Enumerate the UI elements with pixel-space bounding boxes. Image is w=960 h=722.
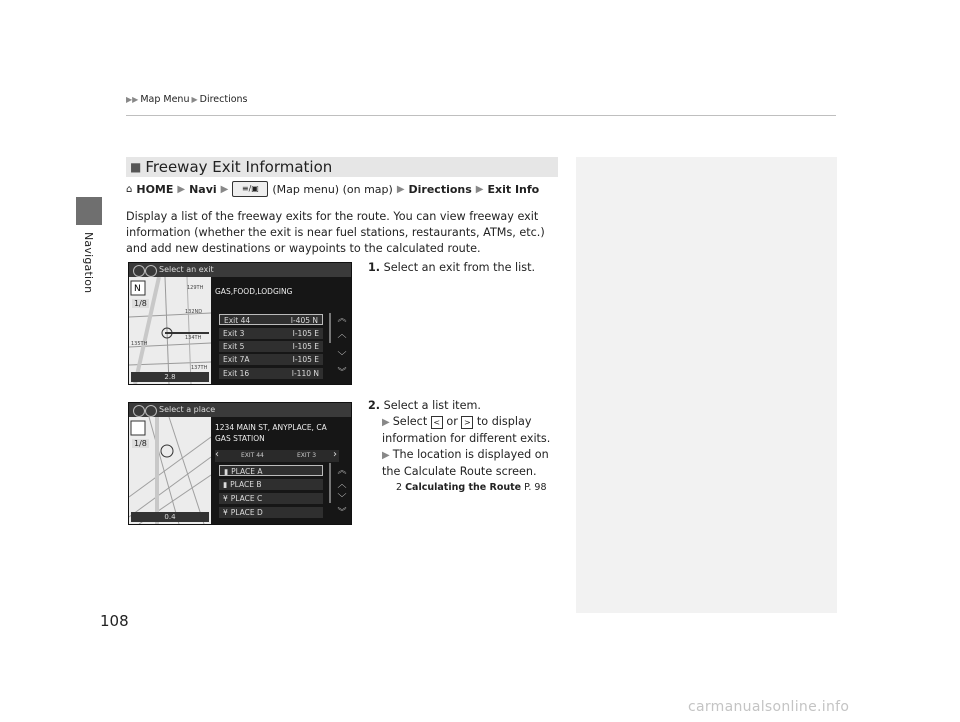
- exit-tab[interactable]: EXIT 44: [241, 452, 264, 459]
- sidebar-notes-area: [576, 157, 837, 613]
- scroll-down-icon[interactable]: ﹀: [337, 494, 347, 504]
- place-list-panel: [211, 417, 351, 524]
- category-label: GAS,FOOD,LODGING: [215, 287, 293, 296]
- path-arrow-icon: ▶: [475, 183, 484, 195]
- page-down-icon[interactable]: ︾: [337, 508, 347, 518]
- map-scale: 1/8: [134, 299, 147, 308]
- step-text: Select a list item.: [383, 399, 481, 412]
- step-2: [368, 398, 560, 496]
- step-text: Select an exit from the list.: [383, 261, 536, 274]
- screen-titlebar: [129, 403, 351, 417]
- map-street-label: 135TH: [131, 341, 148, 347]
- section-heading: [126, 157, 558, 177]
- map-street-label: 129TH: [187, 285, 204, 291]
- address-line: 1234 MAIN ST, ANYPLACE, CA: [215, 423, 327, 432]
- step-2-substep-1: ▶ Select < or > to display information for different exits.: [382, 415, 551, 445]
- food-icon: ¥: [223, 508, 228, 517]
- exit-row[interactable]: Exit 44 I-405 N: [219, 314, 323, 325]
- path-directions: Directions: [408, 182, 472, 196]
- next-icon: >: [461, 416, 473, 429]
- path-arrow-icon: ▶: [220, 183, 229, 195]
- sidebar-label: Navigation: [82, 232, 95, 294]
- home-icon: ⌂: [126, 183, 133, 195]
- food-icon: ¥: [223, 494, 228, 503]
- path-navi: Navi: [189, 182, 217, 196]
- screen-title: Select a place: [159, 405, 216, 414]
- breadcrumb-map-menu[interactable]: Map Menu: [140, 94, 190, 105]
- voice-icon: [133, 265, 145, 277]
- reference-icon: 2: [396, 482, 403, 493]
- exit-tab[interactable]: EXIT 3: [297, 452, 317, 459]
- path-home: HOME: [136, 182, 174, 196]
- breadcrumb-directions[interactable]: Directions: [199, 94, 248, 105]
- place-row[interactable]: ¥ PLACE C: [219, 493, 323, 504]
- section-tab-marker: [76, 197, 102, 225]
- gas-icon: ▮: [223, 480, 228, 489]
- path-arrow-icon: ▶: [396, 183, 405, 195]
- scroll-up-icon[interactable]: ︿: [337, 480, 347, 490]
- distance-value: 2.8: [164, 373, 176, 381]
- exit-row[interactable]: Exit 7A I-105 E: [219, 354, 323, 365]
- intro-paragraph: Display a list of the freeway exits for the route. You can view freeway exit information (whether the exit is near fuel stations, restaurants, ATMs, etc.) and add new destinations or waypoints to the calculated route.: [126, 210, 545, 255]
- scrollbar[interactable]: [329, 463, 331, 503]
- path-arrow-icon: ▶: [177, 183, 186, 195]
- scroll-up-icon[interactable]: ︿: [337, 330, 347, 340]
- distance-value: 0.4: [164, 513, 176, 521]
- gas-icon: ▮: [224, 467, 229, 476]
- step-number: 1.: [368, 261, 381, 274]
- map-street-label: 134TH: [185, 335, 202, 341]
- map-streets: [129, 417, 211, 524]
- map-menu-button-icon: ≡/▣: [232, 181, 268, 197]
- step-2-substep-2: ▶ The location is displayed on the Calculate Route screen.: [382, 448, 549, 478]
- next-exit-icon[interactable]: ›: [333, 449, 337, 460]
- scroll-down-icon[interactable]: ﹀: [337, 352, 347, 362]
- prev-exit-icon[interactable]: ‹: [215, 449, 219, 460]
- step-1: [368, 260, 558, 276]
- menu-path: [126, 181, 539, 197]
- exit-tab-bar: [215, 450, 339, 462]
- path-exit-info: Exit Info: [487, 182, 540, 196]
- path-map-text: (Map menu) (on map): [272, 182, 393, 196]
- section-title: Freeway Exit Information: [145, 158, 333, 176]
- exit-list-panel: [211, 277, 351, 384]
- breadcrumb: [126, 94, 248, 105]
- svg-text:N: N: [134, 284, 141, 294]
- map-street-label: 137TH: [191, 365, 208, 371]
- watermark: carmanualsonline.info: [688, 699, 850, 715]
- xref-page: P. 98: [524, 482, 547, 493]
- back-icon: [145, 405, 157, 417]
- xref-title: Calculating the Route: [405, 482, 522, 493]
- exit-row[interactable]: Exit 16 I-110 N: [219, 368, 323, 379]
- page-up-icon[interactable]: ︽: [337, 314, 347, 324]
- map-scale: 1/8: [134, 439, 147, 448]
- map-thumbnail: [129, 277, 211, 384]
- cross-reference[interactable]: [368, 480, 560, 496]
- scrollbar[interactable]: [329, 313, 331, 343]
- place-row[interactable]: ▮ PLACE A: [219, 465, 323, 476]
- screen-title: Select an exit: [159, 265, 214, 274]
- section-marker-icon: ■: [130, 160, 142, 174]
- page-number: 108: [100, 612, 129, 630]
- map-street-label: 132ND: [185, 309, 203, 315]
- distance-bar: [131, 372, 209, 382]
- voice-icon: [133, 405, 145, 417]
- step-number: 2.: [368, 399, 381, 412]
- category-line: GAS STATION: [215, 434, 265, 443]
- page-down-icon[interactable]: ︾: [337, 368, 347, 378]
- exit-row[interactable]: Exit 5 I-105 E: [219, 341, 323, 352]
- map-thumbnail: [129, 417, 211, 524]
- place-row[interactable]: ¥ PLACE D: [219, 507, 323, 518]
- back-icon: [145, 265, 157, 277]
- breadcrumb-arrow-icon: ▶▶: [126, 95, 139, 104]
- place-row[interactable]: ▮ PLACE B: [219, 479, 323, 490]
- screen-titlebar: [129, 263, 351, 277]
- page-up-icon[interactable]: ︽: [337, 466, 347, 476]
- previous-icon: <: [431, 416, 443, 429]
- breadcrumb-arrow-icon: ▶: [191, 95, 198, 104]
- exit-row[interactable]: Exit 3 I-105 E: [219, 328, 323, 339]
- distance-bar: [131, 512, 209, 522]
- arrow-bullet-icon: ▶: [382, 450, 390, 461]
- screenshot-select-exit: [128, 262, 352, 385]
- arrow-bullet-icon: ▶: [382, 417, 390, 428]
- header-divider: [126, 115, 836, 116]
- screenshot-select-place: [128, 402, 352, 525]
